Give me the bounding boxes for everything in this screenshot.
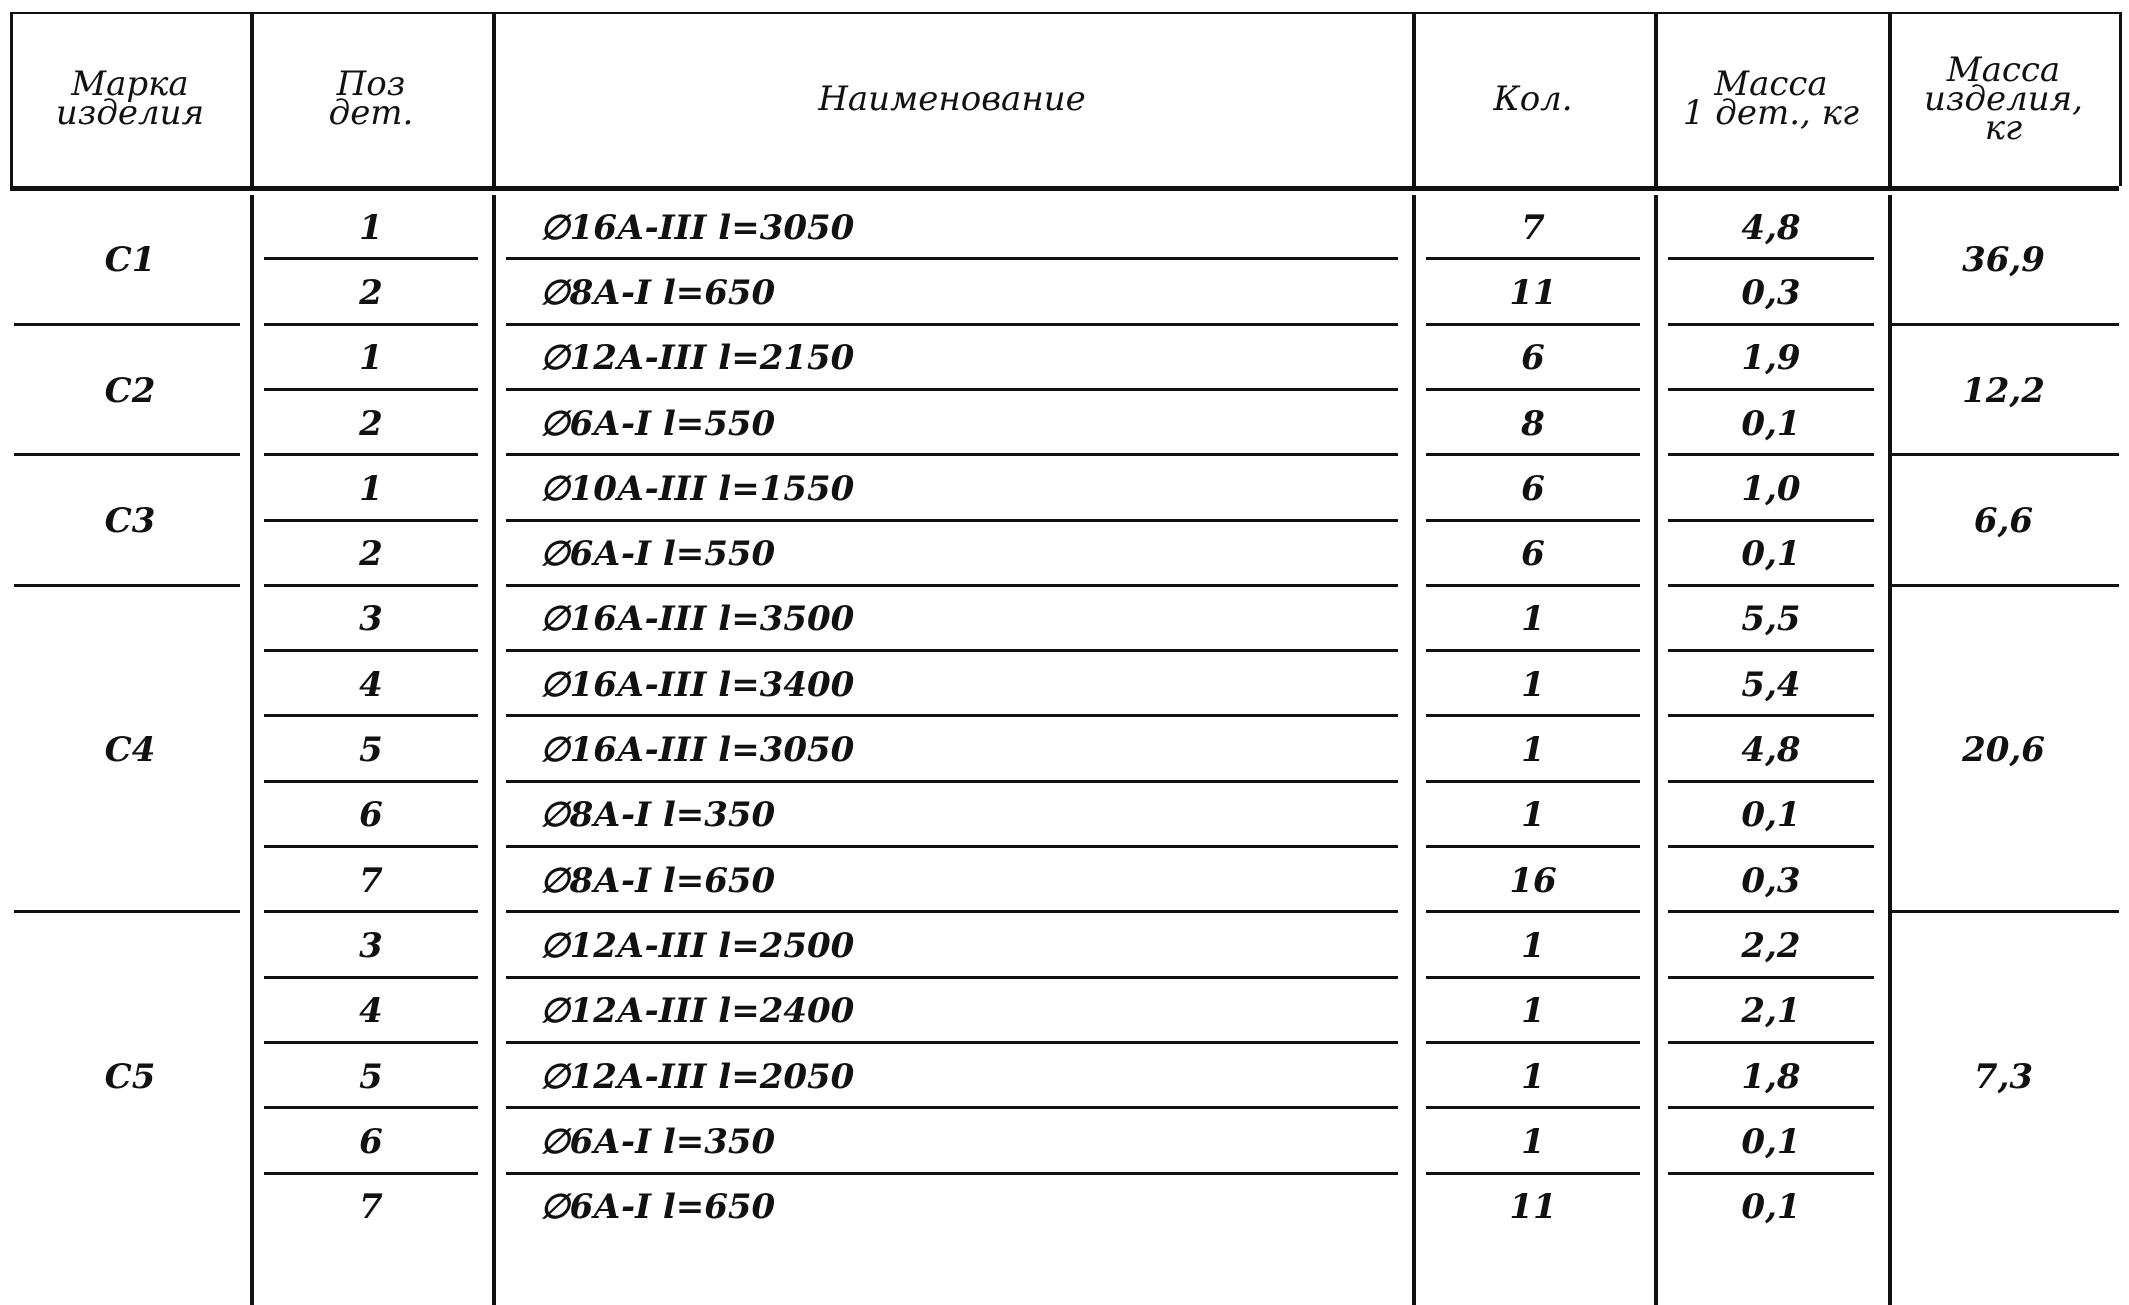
cell-qty: 1 — [1521, 599, 1545, 640]
cell-qty: 1 — [1521, 1056, 1545, 1097]
cell-unit-mass: 0,3 — [1741, 860, 1801, 901]
header-qty — [1412, 12, 1654, 186]
cell-unit-mass: 0,1 — [1741, 795, 1801, 836]
cell-pos: 3 — [359, 599, 383, 640]
cell-pos: 1 — [359, 468, 383, 509]
cell-pos: 7 — [359, 1187, 383, 1228]
header-pos — [250, 12, 492, 186]
cell-qty: 1 — [1521, 925, 1545, 966]
header-line: Марка — [71, 64, 189, 104]
cell-name: ∅12А-III l=2050 — [540, 1056, 855, 1097]
cell-qty: 1 — [1521, 664, 1545, 705]
column-rule — [2119, 12, 2122, 186]
cell-pos: 3 — [359, 925, 383, 966]
cell-name: ∅6А-I l=550 — [540, 403, 776, 444]
cell-name: ∅6А-I l=350 — [540, 1121, 776, 1162]
cell-unit-mass: 1,8 — [1741, 1056, 1801, 1097]
cell-pos: 1 — [359, 338, 383, 379]
cell-pos: 1 — [359, 207, 383, 248]
cell-mark: С5 — [104, 1056, 156, 1097]
header-line: дет. — [328, 93, 414, 133]
cell-name: ∅12А-III l=2500 — [540, 925, 855, 966]
cell-unit-mass: 1,9 — [1741, 338, 1801, 379]
header-total-mass — [1888, 12, 2119, 186]
cell-name: ∅8А-I l=350 — [540, 795, 776, 836]
cell-name: ∅12А-III l=2400 — [540, 991, 855, 1032]
cell-pos: 5 — [359, 1056, 383, 1097]
cell-pos: 2 — [359, 534, 383, 575]
cell-name: ∅6А-I l=650 — [540, 1187, 776, 1228]
cell-mark: С2 — [104, 370, 156, 411]
cell-pos: 4 — [359, 664, 383, 705]
cell-unit-mass: 0,1 — [1741, 1187, 1801, 1228]
cell-qty: 1 — [1521, 730, 1545, 771]
cell-pos: 6 — [359, 795, 383, 836]
cell-pos: 7 — [359, 860, 383, 901]
cell-unit-mass: 2,2 — [1741, 925, 1801, 966]
cell-name: ∅16А-III l=3050 — [540, 730, 855, 771]
header-unit-mass — [1654, 12, 1888, 186]
cell-name: ∅12А-III l=2150 — [540, 338, 855, 379]
cell-name: ∅8А-I l=650 — [540, 272, 776, 313]
header-line: кг — [1984, 107, 2023, 148]
cell-pos: 2 — [359, 403, 383, 444]
cell-qty: 11 — [1509, 1187, 1557, 1228]
cell-total-mass: 36,9 — [1962, 240, 2045, 281]
cell-unit-mass: 0,3 — [1741, 272, 1801, 313]
cell-total-mass: 7,3 — [1973, 1056, 2034, 1097]
header-line: Масса — [1714, 64, 1828, 104]
cell-pos: 5 — [359, 730, 383, 771]
cell-unit-mass: 5,5 — [1741, 599, 1801, 640]
cell-name: ∅16А-III l=3050 — [540, 207, 855, 248]
header-line: Поз — [336, 64, 406, 104]
cell-name: ∅8А-I l=650 — [540, 860, 776, 901]
cell-qty: 1 — [1521, 795, 1545, 836]
cell-pos: 2 — [359, 272, 383, 313]
header-line: Масса — [1946, 49, 2061, 90]
cell-qty: 8 — [1521, 403, 1545, 444]
cell-name: ∅10А-III l=1550 — [540, 468, 855, 509]
cell-qty: 6 — [1521, 534, 1545, 575]
cell-qty: 1 — [1521, 1121, 1545, 1162]
header-line: изделия — [55, 93, 205, 133]
column-rule — [492, 195, 496, 1305]
cell-mark: С3 — [104, 501, 156, 542]
cell-unit-mass: 1,0 — [1741, 468, 1801, 509]
header-line: Наименование — [818, 78, 1086, 119]
header-line: 1 дет., кг — [1682, 93, 1860, 133]
cell-qty: 11 — [1509, 272, 1557, 313]
cell-qty: 16 — [1509, 860, 1557, 901]
cell-pos: 6 — [359, 1121, 383, 1162]
cell-total-mass: 20,6 — [1962, 730, 2045, 771]
cell-unit-mass: 5,4 — [1741, 664, 1801, 705]
header-line: изделия, — [1924, 78, 2083, 119]
cell-qty: 6 — [1521, 468, 1545, 509]
cell-total-mass: 6,6 — [1973, 501, 2034, 542]
cell-unit-mass: 4,8 — [1741, 730, 1801, 771]
header-divider — [10, 186, 2119, 191]
cell-name: ∅6А-I l=550 — [540, 534, 776, 575]
cell-unit-mass: 4,8 — [1741, 207, 1801, 248]
cell-qty: 1 — [1521, 991, 1545, 1032]
cell-unit-mass: 0,1 — [1741, 403, 1801, 444]
cell-mark: С4 — [104, 730, 156, 771]
cell-unit-mass: 2,1 — [1741, 991, 1801, 1032]
header-mark — [10, 12, 250, 186]
header-name — [492, 12, 1412, 186]
cell-unit-mass: 0,1 — [1741, 1121, 1801, 1162]
header-line: Кол. — [1493, 78, 1573, 119]
cell-name: ∅16А-III l=3500 — [540, 599, 855, 640]
cell-unit-mass: 0,1 — [1741, 534, 1801, 575]
cell-total-mass: 12,2 — [1962, 370, 2045, 411]
cell-name: ∅16А-III l=3400 — [540, 664, 855, 705]
cell-qty: 7 — [1521, 207, 1545, 248]
cell-pos: 4 — [359, 991, 383, 1032]
cell-mark: С1 — [104, 240, 156, 281]
cell-qty: 6 — [1521, 338, 1545, 379]
